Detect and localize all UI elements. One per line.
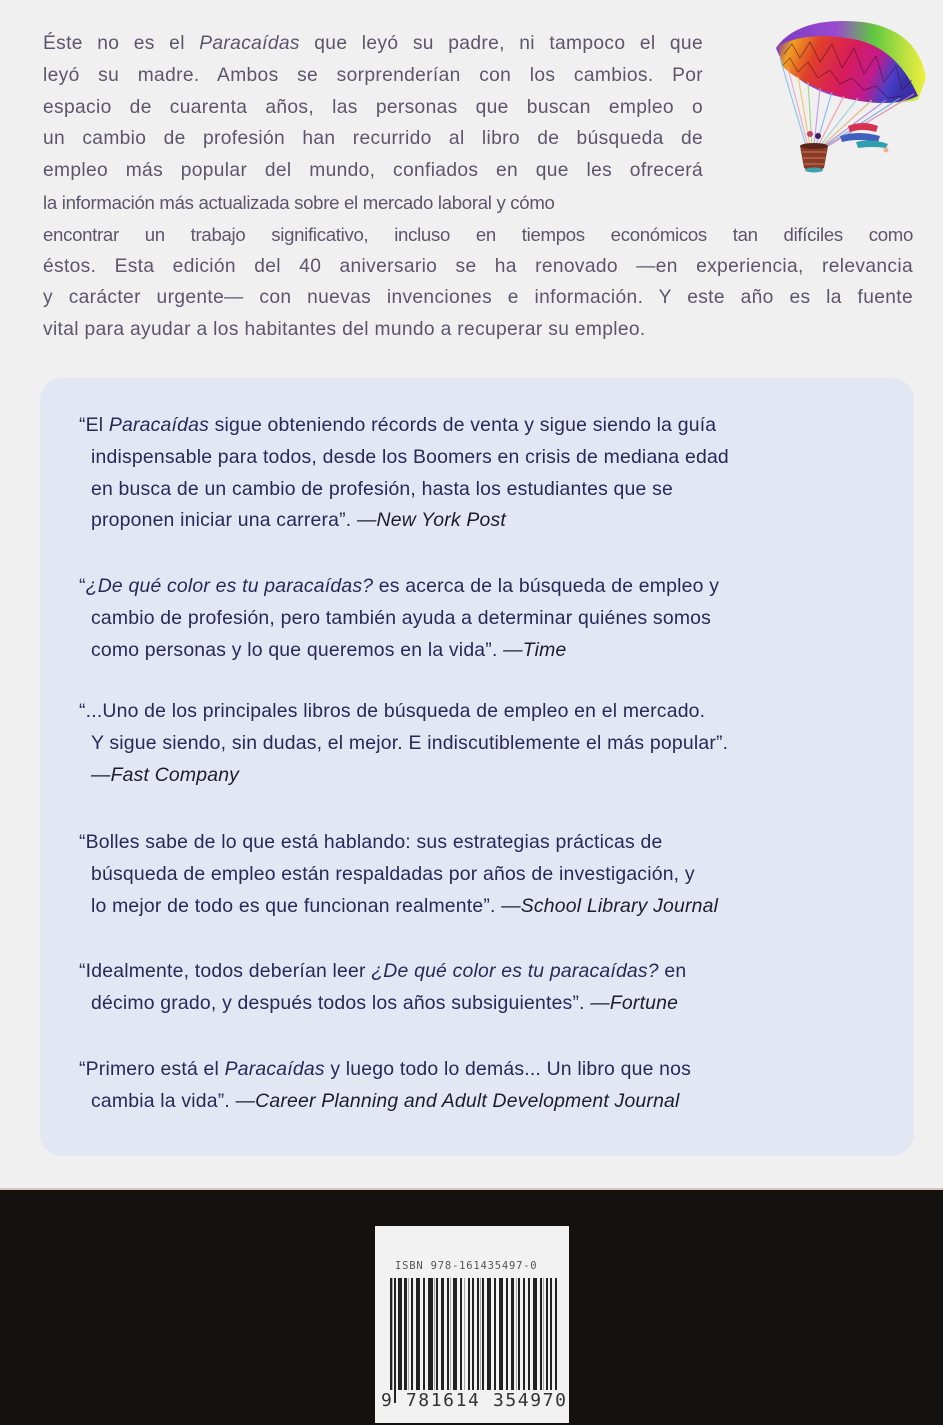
- isbn-label: ISBN 978-161435497-0: [395, 1260, 538, 1272]
- review-time: “¿De qué color es tu paracaídas? es acerca de la búsqueda de empleo y cambio de profesión, pero también ayuda a determinar quiénes somos como personas y lo que queremos en la vida”. —Time: [79, 575, 720, 661]
- review-new-york-post: “El Paracaídas sigue obteniendo récords de venta y sigue siendo la guía indispensable para todos, desde los Boomers en crisis de mediana edad en busca de un cambio de profesión, hasta los estudiantes que se proponen iniciar una carrera”. —New York Post: [79, 414, 729, 532]
- review-source: —Fortune: [590, 991, 679, 1014]
- intro-line-3: espacio de cuarenta años, las personas que buscan empleo o: [43, 96, 703, 118]
- review-fast-company: “...Uno de los principales libros de búsqueda de empleo en el mercado. Y sigue siendo, sin dudas, el mejor. E indiscutiblemente el más popular”. —Fast Company: [79, 696, 879, 791]
- parachute-icon: [768, 18, 928, 180]
- intro-line-8: éstos. Esta edición del 40 aniversario se ha renovado —en experiencia, relevancia: [43, 255, 913, 277]
- barcode-digits: 9 781614 354970: [381, 1390, 568, 1411]
- review-career-planning: “Primero está el Paracaídas y luego todo lo demás... Un libro que nos cambia la vida”. —Career Planning and Adult Development Journal: [79, 1058, 691, 1112]
- intro-line-6: la información más actualizada sobre el mercado laboral y cómo: [43, 191, 555, 213]
- review-school-library-journal: “Bolles sabe de lo que está hablando: sus estrategias prácticas de búsqueda de empleo están respaldadas por años de investigación, y lo mejor de todo es que funcionan realmente”. —School Library Journal: [79, 831, 719, 917]
- review-source: —School Library Journal: [501, 894, 719, 917]
- intro-line-4: un cambio de profesión han recurrido al libro de búsqueda de: [43, 128, 703, 150]
- intro-line-2: leyó su madre. Ambos se sorprenderían con los cambios. Por: [43, 64, 703, 86]
- intro-line-9: y carácter urgente— con nuevas invenciones e información. Y este año es la fuente: [43, 287, 913, 309]
- intro-line-7: encontrar un trabajo significativo, incluso en tiempos económicos tan difíciles como: [43, 223, 913, 245]
- book-title-italic: ¿De qué color es tu paracaídas?: [371, 960, 659, 982]
- review-source: —Fast Company: [91, 763, 240, 786]
- book-title-italic: ¿De qué color es tu paracaídas?: [85, 575, 374, 597]
- review-source: —New York Post: [356, 509, 506, 532]
- book-title-italic: Paracaídas: [224, 1058, 325, 1080]
- intro-line-10: vital para ayudar a los habitantes del mundo a recuperar su empleo.: [43, 319, 646, 341]
- isbn-barcode: [375, 1226, 569, 1423]
- review-source: —Time: [503, 638, 567, 661]
- review-source: —Career Planning and Adult Development Journal: [235, 1089, 680, 1112]
- book-title-italic: Paracaídas: [108, 414, 209, 436]
- intro-line-5: empleo más popular del mundo, confiados en que les ofrecerá: [43, 160, 703, 182]
- intro-line-1: Éste no es el Paracaídas que leyó su padre, ni tampoco el que: [43, 33, 703, 54]
- barcode-icon: [390, 1278, 560, 1403]
- book-title-italic: Paracaídas: [199, 33, 300, 54]
- review-fortune: “Idealmente, todos deberían leer ¿De qué color es tu paracaídas? en décimo grado, y después todos los años subsiguientes”. —Fortune: [79, 960, 687, 1014]
